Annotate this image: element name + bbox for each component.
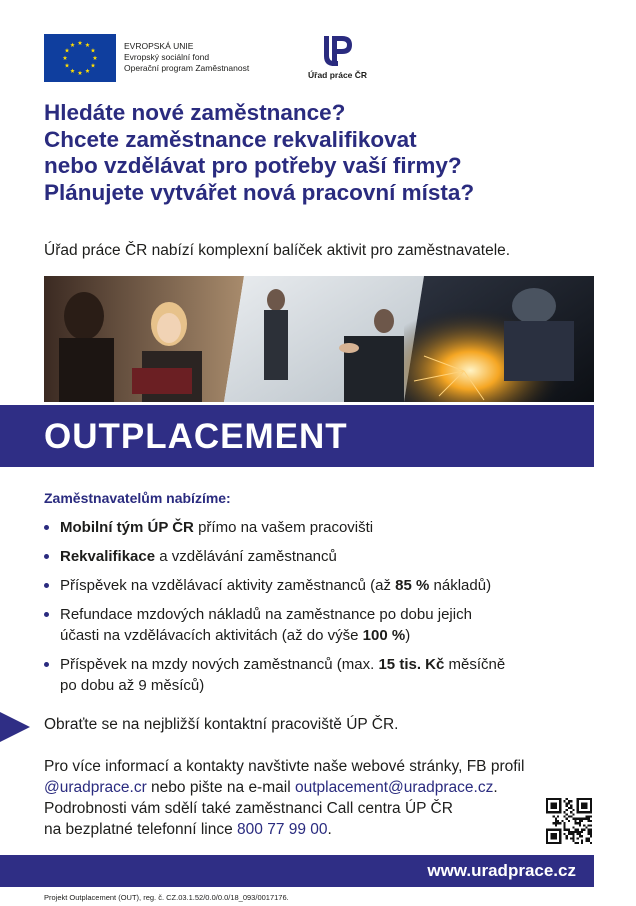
footer-bar <box>0 855 594 887</box>
banner-title: OUTPLACEMENT <box>44 417 348 456</box>
welding-worker-photo <box>404 276 594 402</box>
bullet-icon <box>44 525 49 530</box>
info-block <box>44 756 594 840</box>
eu-line: EVROPSKÁ UNIE <box>124 41 194 51</box>
intro-text: Úřad práce ČR nabízí komplexní balíček aktivit pro zaměstnavatele. <box>44 242 511 259</box>
item-text: po dobu až 9 měsíců) <box>60 677 205 694</box>
office-meeting-photo <box>44 276 244 402</box>
offer-title: Zaměstnavatelům nabízíme: <box>44 490 231 506</box>
item-text: měsíčně <box>444 656 506 673</box>
photo-strip <box>44 276 594 402</box>
item-text: ) <box>405 627 411 644</box>
info-text: . <box>493 779 498 796</box>
arrow-right-icon <box>0 712 30 742</box>
business-handshake-photo <box>224 276 424 402</box>
headline <box>44 100 604 206</box>
email-link[interactable]: outplacement@uradprace.cz <box>294 779 494 796</box>
item-text: a vzdělávání zaměstnanců <box>155 548 337 565</box>
info-line: Pro více informací a kontakty navštivte naše webové stránky, FB profil <box>44 758 525 775</box>
logo-bar <box>44 34 368 84</box>
offer-list <box>44 517 594 704</box>
item-bold: 15 tis. Kč <box>378 656 445 673</box>
contact-text: Obraťte se na nejbližší kontaktní pracoviště ÚP ČR. <box>44 716 399 733</box>
item-text: účasti na vzdělávacích aktivitách (až do výše <box>60 627 363 644</box>
item-bold: Mobilní tým ÚP ČR <box>60 519 194 536</box>
list-item <box>44 575 594 596</box>
up-logo-icon <box>318 34 354 68</box>
info-line: Podrobnosti vám sdělí také zaměstnanci Call centra ÚP ČR <box>44 800 453 817</box>
eu-flag-icon <box>44 34 116 82</box>
outplacement-banner <box>0 405 594 467</box>
project-reference: Projekt Outplacement (OUT), reg. č. CZ.03.1.52/0.0/0.0/18_093/0017176. <box>44 893 289 902</box>
item-bold: 85 % <box>395 577 430 594</box>
up-logo <box>308 34 368 80</box>
website-link[interactable]: www.uradprace.cz <box>427 861 576 880</box>
list-item <box>44 517 594 538</box>
item-text: nákladů) <box>429 577 492 594</box>
bullet-icon <box>44 583 49 588</box>
up-logo-label: Úřad práce ČR <box>308 70 368 80</box>
item-text: přímo na vašem pracovišti <box>193 519 374 536</box>
item-bold: Rekvalifikace <box>60 548 156 565</box>
bullet-icon <box>44 662 49 667</box>
headline-line: Plánujete vytvářet nová pracovní místa? <box>44 179 475 205</box>
list-item <box>44 546 594 567</box>
eu-line: Evropský sociální fond <box>124 52 210 62</box>
qr-code-icon[interactable] <box>546 798 592 844</box>
info-text: . <box>327 821 332 838</box>
list-item <box>44 654 594 696</box>
info-line <box>44 777 594 798</box>
info-text: na bezplatné telefonní lince <box>44 821 238 838</box>
headline-line: Chcete zaměstnance rekvalifikovat <box>44 126 417 152</box>
item-bold: 100 % <box>362 627 406 644</box>
headline-line: nebo vzdělávat pro potřeby vaší firmy? <box>44 153 462 178</box>
info-line <box>44 819 594 840</box>
info-text: nebo pište na e-mail <box>146 779 295 796</box>
phone-link[interactable]: 800 77 99 00 <box>237 821 328 838</box>
fb-profile-link[interactable]: @uradprace.cr <box>44 779 147 796</box>
bullet-icon <box>44 612 49 617</box>
eu-text <box>124 41 249 74</box>
bullet-icon <box>44 554 49 559</box>
item-text: Příspěvek na mzdy nových zaměstnanců (max. <box>60 656 379 673</box>
eu-line: Operační program Zaměstnanost <box>124 63 250 73</box>
headline-line: Hledáte nové zaměstnance? <box>44 100 346 125</box>
list-item <box>44 604 594 646</box>
item-text: Refundace mzdových nákladů na zaměstnance po dobu jejich <box>60 606 472 623</box>
item-text: Příspěvek na vzdělávací aktivity zaměstnanců (až <box>60 577 396 594</box>
